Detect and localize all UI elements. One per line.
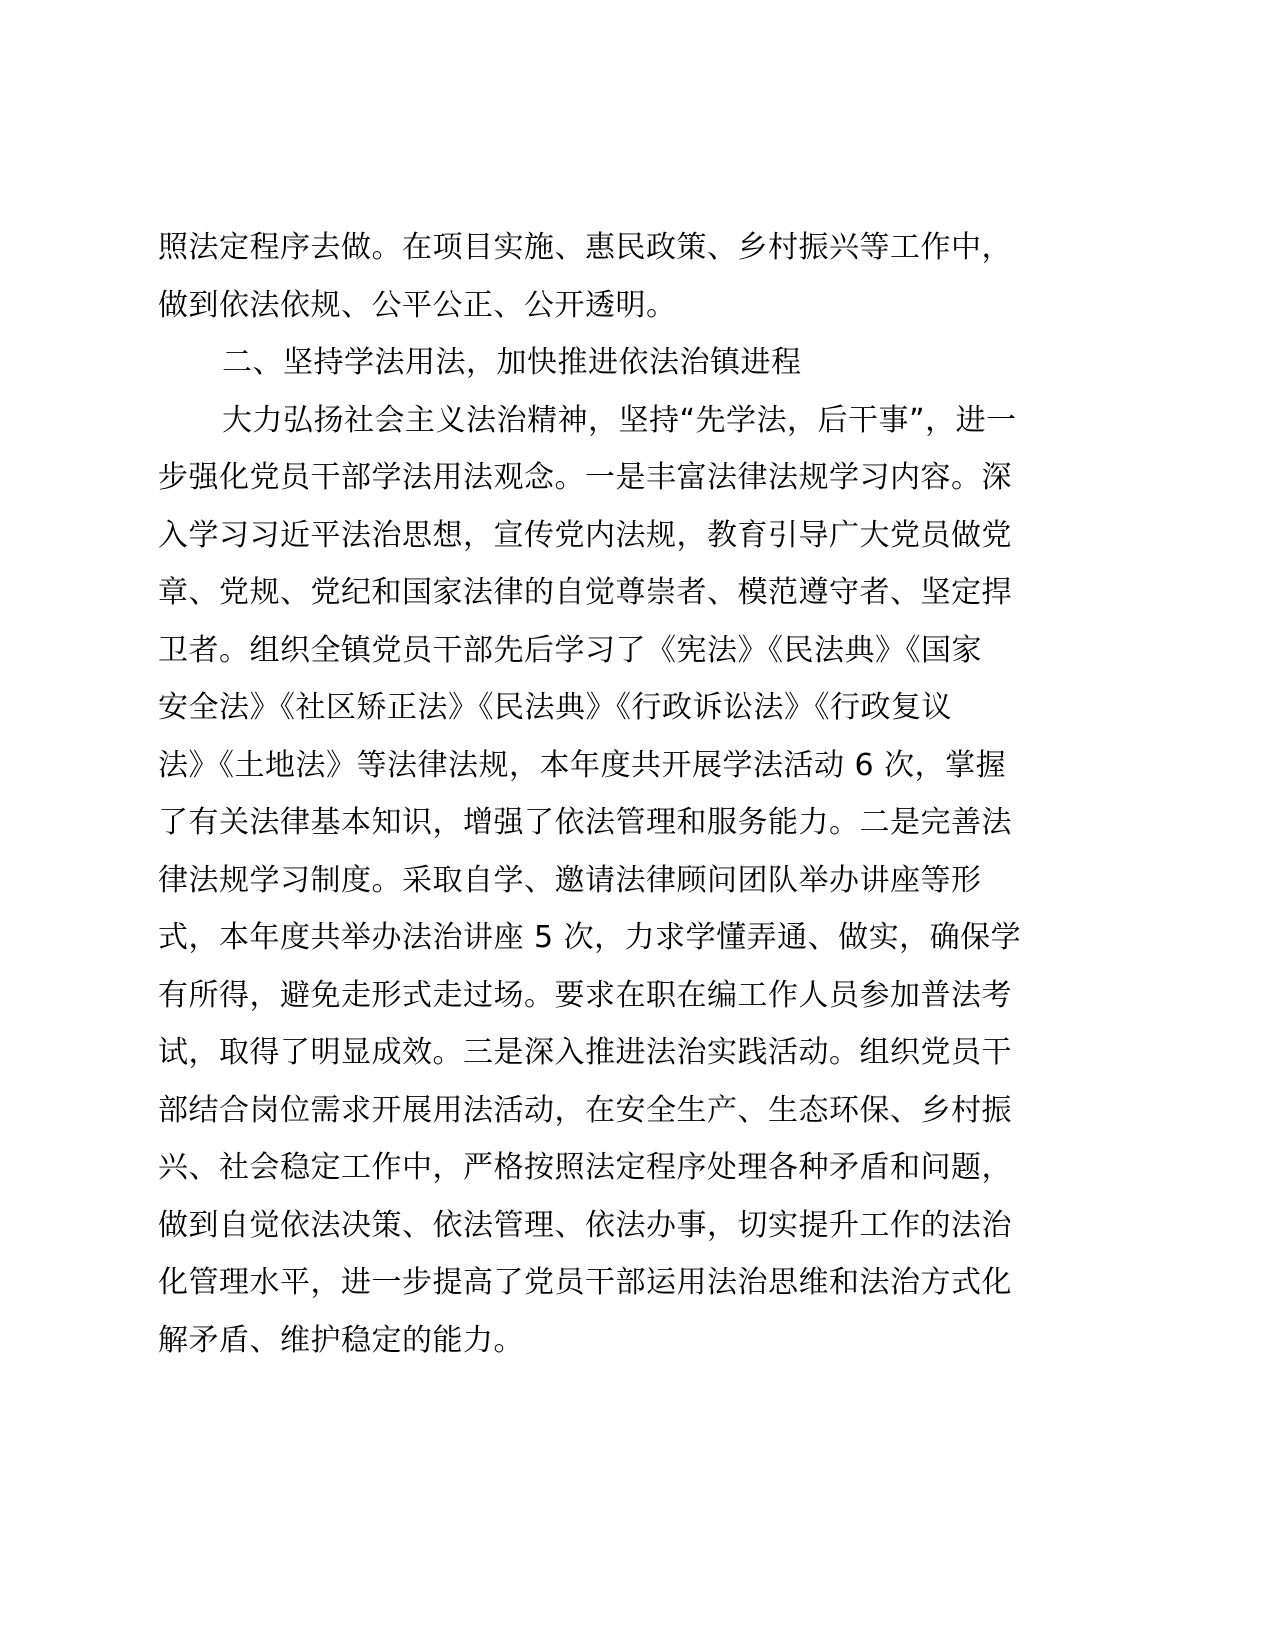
body-line: 解矛盾、维护稳定的能力。 xyxy=(158,1322,524,1358)
body-line: 步强化党员干部学法用法观念。一是丰富法律法规学习内容。深 xyxy=(158,460,1012,495)
body-line: 式，本年度共举办法治讲座 5 次，力求学懂弄通、做实，确保学 xyxy=(158,920,1022,955)
body-line: 部结合岗位需求开展用法活动，在安全生产、生态环保、乡村振 xyxy=(158,1092,1012,1128)
body-line: 律法规学习制度。采取自学、邀请法律顾问团队举办讲座等形 xyxy=(158,862,982,898)
body-line: 法》《土地法》等法律法规，本年度共开展学法活动 6 次，掌握 xyxy=(158,747,1007,783)
document-body xyxy=(158,219,1058,1369)
body-line: 有所得，避免走形式走过场。要求在职在编工作人员参加普法考 xyxy=(158,977,1012,1013)
body-line: 入学习习近平法治思想，宣传党内法规，教育引导广大党员做党 xyxy=(158,517,1012,553)
body-line: 化管理水平，进一步提高了党员干部运用法治思维和法治方式化 xyxy=(158,1265,1012,1300)
section-heading: 二、坚持学法用法，加快推进依法治镇进程 xyxy=(222,345,802,380)
body-line: 了有关法律基本知识，增强了依法管理和服务能力。二是完善法 xyxy=(158,805,1012,840)
body-line: 照法定程序去做。在项目实施、惠民政策、乡村振兴等工作中， xyxy=(158,230,1012,265)
body-line: 试，取得了明显成效。三是深入推进法治实践活动。组织党员干 xyxy=(158,1035,1012,1070)
body-line: 兴、社会稳定工作中，严格按照法定程序处理各种矛盾和问题， xyxy=(158,1150,1012,1185)
body-line: 安全法》《社区矫正法》《民法典》《行政诉讼法》《行政复议 xyxy=(158,690,952,725)
body-line: 卫者。组织全镇党员干部先后学习了《宪法》《民法典》《国家 xyxy=(158,632,982,668)
paragraph-first-line: 大力弘扬社会主义法治精神，坚持“先学法，后干事”，进一 xyxy=(222,402,1017,438)
body-line: 章、党规、党纪和国家法律的自觉尊崇者、模范遵守者、坚定捍 xyxy=(158,575,1012,610)
body-line: 做到自觉依法决策、依法管理、依法办事，切实提升工作的法治 xyxy=(158,1207,1012,1243)
body-line: 做到依法依规、公平公正、公开透明。 xyxy=(158,287,677,323)
